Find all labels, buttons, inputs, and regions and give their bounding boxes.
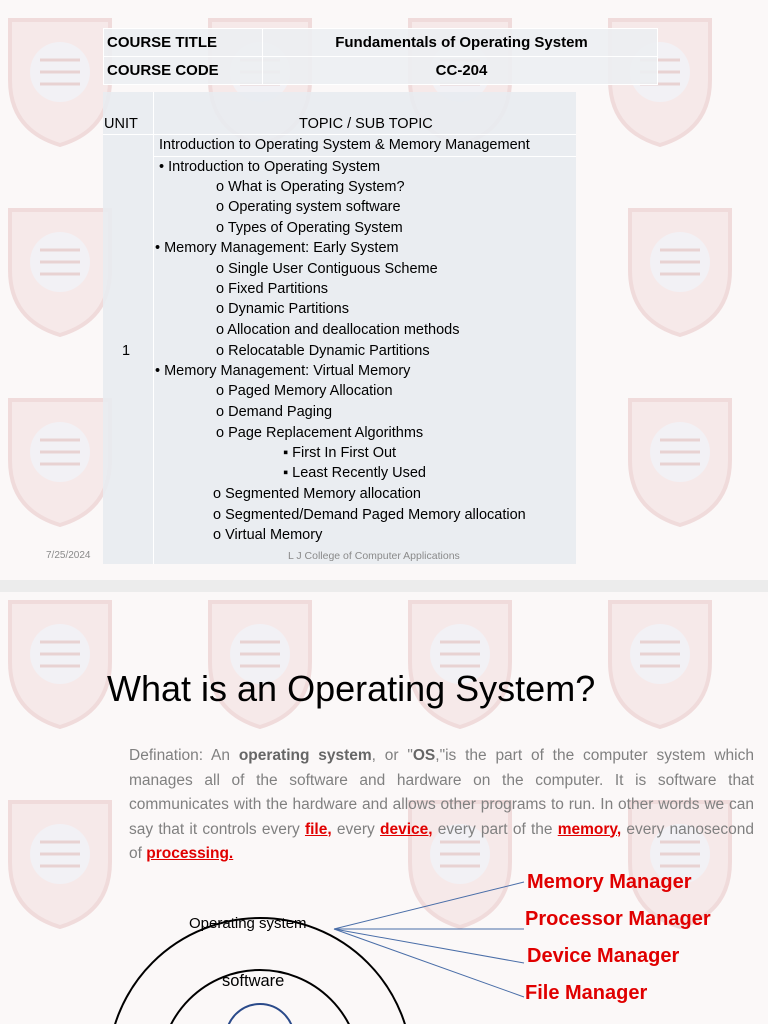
college-crest-watermark bbox=[600, 592, 720, 732]
topic-item: o Allocation and deallocation methods bbox=[216, 322, 460, 338]
course-code-label: COURSE CODE bbox=[104, 57, 263, 85]
topic-item: o Operating system software bbox=[216, 199, 401, 215]
topic-item: o Relocatable Dynamic Partitions bbox=[216, 343, 430, 359]
connector-lines bbox=[334, 882, 524, 997]
college-crest-watermark bbox=[400, 592, 520, 732]
topic-item: o Segmented Memory allocation bbox=[213, 486, 421, 502]
college-crest-watermark bbox=[0, 390, 120, 530]
unit-header: UNIT bbox=[104, 116, 138, 132]
topic-item: o Dynamic Partitions bbox=[216, 301, 349, 317]
topic-item: o Demand Paging bbox=[216, 404, 333, 420]
topic-item: • Memory Management: Virtual Memory bbox=[155, 363, 411, 379]
connector-file bbox=[334, 929, 524, 997]
section-title: Introduction to Operating System & Memory Management bbox=[159, 137, 530, 153]
definition-paragraph bbox=[129, 744, 754, 867]
topic-item: ▪ Least Recently Used bbox=[283, 465, 426, 481]
syllabus-table bbox=[103, 92, 576, 564]
software-layer-label: software bbox=[222, 972, 285, 990]
course-title-label: COURSE TITLE bbox=[104, 29, 263, 57]
course-code-value: CC-204 bbox=[263, 57, 658, 85]
course-header-table bbox=[103, 28, 658, 85]
college-crest-watermark bbox=[620, 200, 740, 340]
slide-title: What is an Operating System? bbox=[107, 668, 596, 709]
keyword-device: device, bbox=[380, 820, 433, 838]
topic-item: o Fixed Partitions bbox=[216, 281, 329, 297]
keyword-os: OS bbox=[412, 747, 436, 764]
para-text: , or " bbox=[371, 747, 413, 764]
college-crest-watermark bbox=[200, 592, 320, 732]
topic-item: • Memory Management: Early System bbox=[155, 240, 399, 256]
topic-item: ▪ First In First Out bbox=[283, 445, 397, 461]
unit-column bbox=[103, 92, 154, 564]
topic-item: o Types of Operating System bbox=[216, 220, 403, 236]
processor-manager-label: Processor Manager bbox=[525, 908, 711, 930]
para-text: every bbox=[331, 820, 381, 838]
course-title-value: Fundamentals of Operating System bbox=[263, 29, 658, 57]
topic-item: o Segmented/Demand Paged Memory allocation bbox=[213, 507, 526, 523]
keyword-operating-system: operating system bbox=[238, 747, 372, 764]
topic-item: • Introduction to Operating System bbox=[159, 159, 381, 175]
footer-college: L J College of Computer Applications bbox=[288, 550, 460, 562]
memory-manager-label: Memory Manager bbox=[527, 871, 692, 893]
topic-header: TOPIC / SUB TOPIC bbox=[299, 116, 433, 132]
topic-item: o Single User Contiguous Scheme bbox=[216, 261, 438, 277]
device-manager-label: Device Manager bbox=[527, 945, 680, 967]
topic-item: o What is Operating System? bbox=[216, 179, 405, 195]
para-text: Defination: An bbox=[129, 747, 239, 764]
para-text: every nanosecond of bbox=[129, 820, 754, 862]
college-crest-watermark bbox=[0, 592, 120, 732]
keyword-memory: memory, bbox=[557, 820, 622, 838]
para-text: ,"is the part of the computer system which manages all of the software and hardware on the computer. It is software that communicates with the hardware and allows other programs to run. In other words we can say that it controls every bbox=[129, 747, 754, 838]
college-crest-watermark bbox=[620, 390, 740, 530]
keyword-processing: processing. bbox=[146, 845, 234, 862]
college-crest-watermark bbox=[0, 10, 120, 150]
connector-memory bbox=[334, 882, 524, 929]
unit-number: 1 bbox=[122, 343, 131, 359]
college-crest-watermark bbox=[0, 200, 120, 340]
os-layer-label: Operating system bbox=[189, 915, 307, 932]
para-text: every part of the bbox=[432, 820, 558, 838]
topic-item: o Virtual Memory bbox=[213, 527, 323, 543]
footer-date: 7/25/2024 bbox=[46, 550, 91, 561]
topic-item: o Paged Memory Allocation bbox=[216, 383, 393, 399]
slide-separator bbox=[0, 580, 768, 592]
file-manager-label: File Manager bbox=[525, 982, 648, 1004]
hardware-circle bbox=[226, 1004, 294, 1024]
topic-item: o Page Replacement Algorithms bbox=[216, 425, 424, 441]
keyword-file: file, bbox=[304, 820, 332, 838]
